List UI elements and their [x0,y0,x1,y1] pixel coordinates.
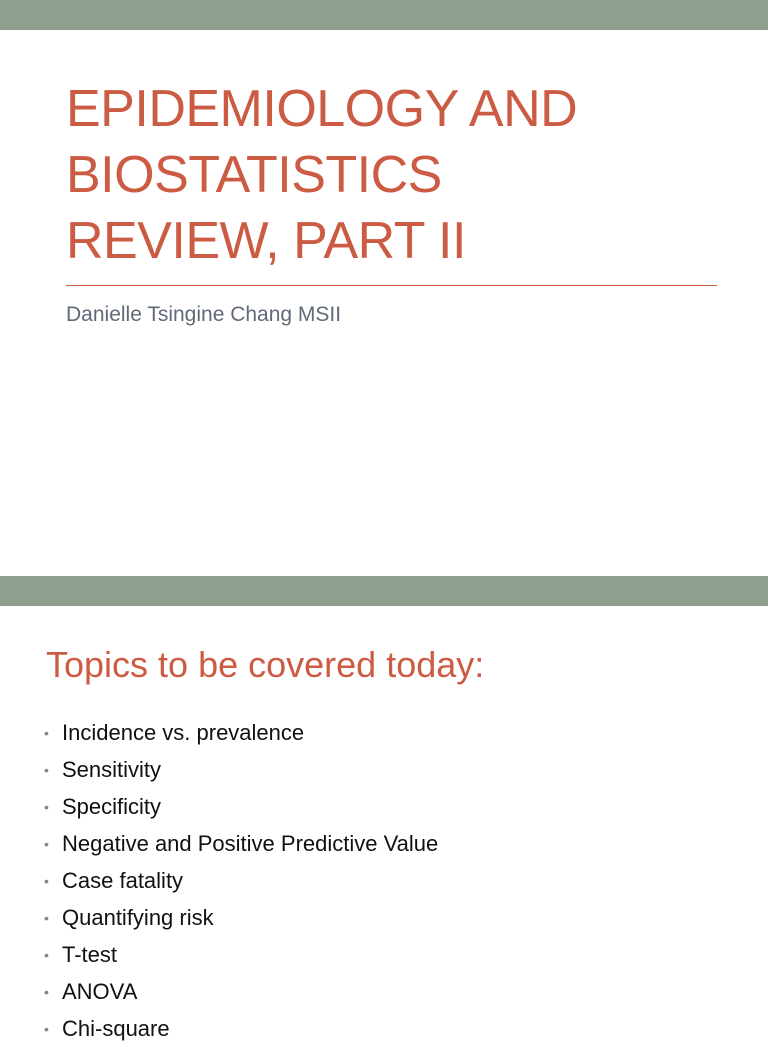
slide-title [66,76,726,274]
list-item [44,973,438,1010]
bullet-dot-icon: • [44,835,49,852]
list-item-text: T-test [62,941,118,967]
list-item-text: ANOVA [62,978,138,1004]
list-item-text: Sensitivity [62,756,162,782]
list-item-text: Incidence vs. prevalence [62,719,305,745]
topics-heading: Topics to be covered today: [46,644,485,685]
topics-slide [0,606,768,1041]
bullet-dot-icon: • [44,761,49,778]
top-band [0,0,768,30]
bullet-dot-icon: • [44,872,49,889]
list-item [44,862,438,899]
list-item [44,899,438,936]
list-item [44,1010,438,1047]
title-divider [66,285,717,286]
list-item [44,788,438,825]
list-item [44,714,438,751]
list-item [44,825,438,862]
slide-title-line: EPIDEMIOLOGY AND [66,80,578,138]
list-item-text: Quantifying risk [62,904,214,930]
slide-title-line: REVIEW, PART II [66,212,466,270]
bullet-dot-icon: • [44,909,49,926]
list-item-text: Specificity [62,793,162,819]
slide-separator-band [0,576,768,606]
list-item-text: Negative and Positive Predictive Value [62,830,439,856]
slide-title-line: BIOSTATISTICS [66,146,442,204]
bullet-dot-icon: • [44,1020,49,1037]
list-item-text: Chi-square [62,1015,170,1041]
list-item [44,751,438,788]
topics-list [44,714,438,1047]
bullet-dot-icon: • [44,724,49,741]
bullet-dot-icon: • [44,798,49,815]
list-item [44,936,438,973]
bullet-dot-icon: • [44,983,49,1000]
slide-subtitle: Danielle Tsingine Chang MSII [66,303,342,326]
bullet-dot-icon: • [44,946,49,963]
title-slide [0,30,768,576]
list-item-text: Case fatality [62,867,184,893]
